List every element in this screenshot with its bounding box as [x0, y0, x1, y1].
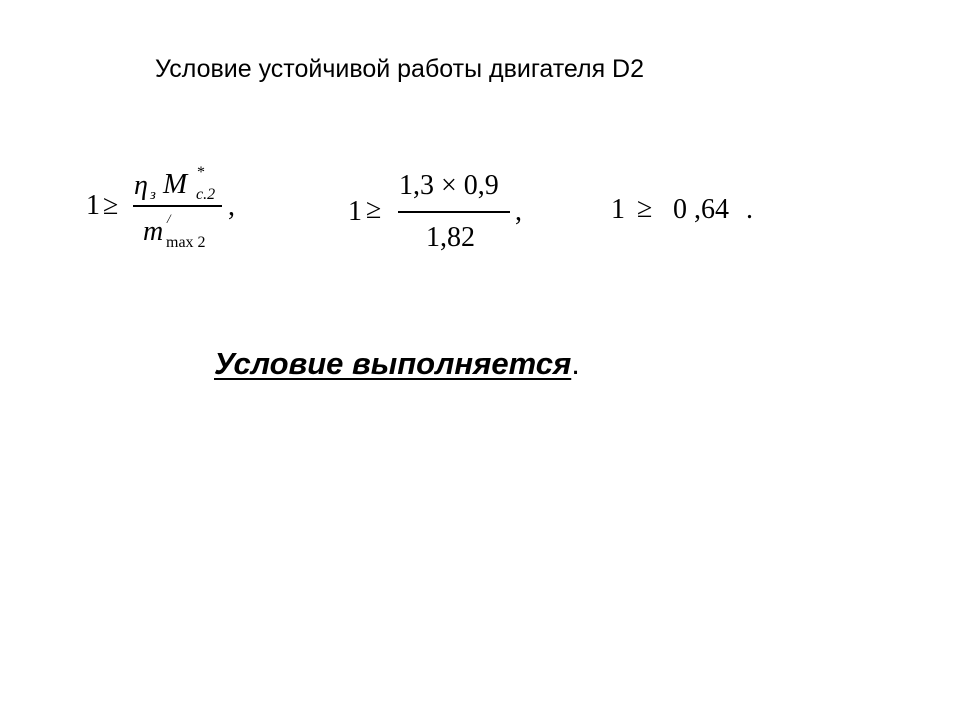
formula2-fraction-bar: [398, 211, 510, 213]
formula1-lhs: 1: [86, 190, 100, 221]
formula2-lhs: 1: [348, 196, 362, 227]
formula1-comma: ,: [228, 191, 235, 222]
formula3-operator: ≥: [637, 193, 653, 224]
conclusion-text: Условие выполняется: [214, 346, 572, 381]
formula1-m: m: [143, 216, 164, 247]
conclusion: [214, 346, 580, 382]
formula2-denominator: 1,82: [426, 222, 475, 253]
formula3-period: .: [746, 194, 753, 225]
conclusion-period: .: [571, 346, 580, 381]
formula1-M-sub: c.2: [196, 186, 216, 203]
slide-title: Условие устойчивой работы двигателя D2: [155, 55, 645, 83]
formula1-M: M: [163, 168, 188, 200]
formula3-value: 0 ,64: [673, 194, 729, 225]
formula3-lhs: 1: [611, 194, 625, 225]
formula1-eta: η: [134, 170, 148, 201]
formula2-numerator: 1,3 × 0,9: [399, 170, 499, 201]
formula1-m-sub: max 2: [166, 234, 206, 251]
formula1-m-sup: /: [167, 211, 171, 226]
formula2-comma: ,: [515, 196, 522, 227]
formula1-eta-sub: з: [150, 187, 156, 203]
formula1-operator: ≥: [103, 190, 119, 221]
formula1-M-sup: *: [197, 164, 205, 181]
formula2-operator: ≥: [366, 194, 382, 225]
formula1-fraction-bar: [133, 205, 222, 207]
